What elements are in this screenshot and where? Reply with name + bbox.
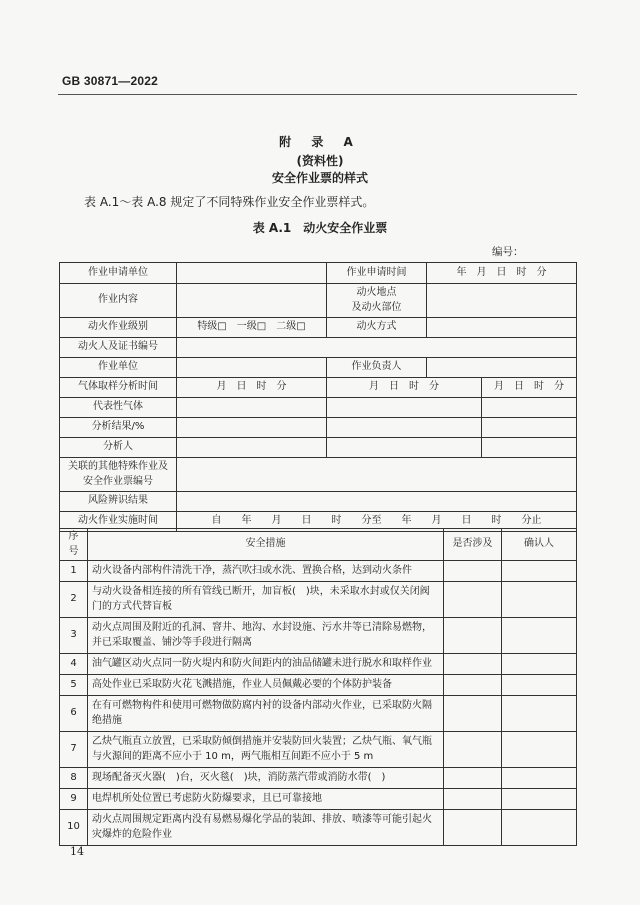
measure-text: 动火点周围及附近的孔洞、窨井、地沟、水封设施、污水井等已清除易燃物，并已采取覆盖、铺沙等手段进行隔离 (88, 618, 444, 654)
measure-row (60, 582, 577, 618)
measure-confirm[interactable] (502, 675, 577, 696)
analyst-label: 分析人 (60, 438, 177, 458)
work-leader-value[interactable] (427, 358, 577, 378)
result-1[interactable] (177, 418, 327, 438)
page-number: 14 (70, 845, 84, 858)
exec-time-label: 动火作业实施时间 (60, 512, 177, 532)
measure-row (60, 732, 577, 768)
gas-time-2[interactable]: 月 日 时 分 (327, 378, 482, 398)
measure-no: 10 (60, 810, 88, 846)
fire-level-label: 动火作业级别 (60, 318, 177, 338)
measure-no: 7 (60, 732, 88, 768)
measure-confirm[interactable] (502, 582, 577, 618)
rep-gas-2[interactable] (327, 398, 482, 418)
analyst-1[interactable] (177, 438, 327, 458)
safety-measures-table (59, 528, 577, 846)
appendix-nature: (资料性) (296, 154, 344, 168)
measure-row (60, 618, 577, 654)
fire-location-value[interactable] (427, 284, 577, 318)
col-no-header: 序号 (60, 529, 88, 561)
exec-time-value[interactable]: 自 年 月 日 时 分至 年 月 日 时 分止 (177, 512, 577, 532)
rep-gas-3[interactable] (482, 398, 577, 418)
standard-code: GB 30871—2022 (62, 74, 158, 88)
analyst-2[interactable] (327, 438, 482, 458)
result-label: 分析结果/% (60, 418, 177, 438)
fire-level-options[interactable]: 特级□ 一级□ 二级□ (177, 318, 327, 338)
header-rule (58, 94, 577, 95)
col-measure-header: 安全措施 (88, 529, 444, 561)
appendix-title: 附 录 A (279, 135, 361, 149)
measure-text: 动火设备内部构件清洗干净，蒸汽吹扫或水洗、置换合格，达到动火条件 (88, 561, 444, 582)
measure-row (60, 675, 577, 696)
number-label: 编号： (492, 246, 524, 258)
measure-confirm[interactable] (502, 732, 577, 768)
apply-unit-value[interactable] (177, 263, 327, 284)
measure-involved[interactable] (444, 810, 502, 846)
measure-no: 5 (60, 675, 88, 696)
work-leader-label: 作业负责人 (327, 358, 427, 378)
measure-no: 3 (60, 618, 88, 654)
appendix-subtitle: 安全作业票的样式 (271, 171, 368, 185)
fire-person-value[interactable] (177, 338, 577, 358)
permit-info-table (59, 262, 577, 532)
measure-involved[interactable] (444, 696, 502, 732)
gas-time-3[interactable]: 月 日 时 分 (482, 378, 577, 398)
measure-confirm[interactable] (502, 789, 577, 810)
result-2[interactable] (327, 418, 482, 438)
gas-time-1[interactable]: 月 日 时 分 (177, 378, 327, 398)
work-content-value[interactable] (177, 284, 327, 318)
related-value[interactable] (177, 458, 577, 492)
measure-row (60, 561, 577, 582)
work-unit-value[interactable] (177, 358, 327, 378)
analyst-3[interactable] (482, 438, 577, 458)
table-caption: 表 A.1 动火安全作业票 (252, 221, 388, 235)
measure-involved[interactable] (444, 732, 502, 768)
result-3[interactable] (482, 418, 577, 438)
work-unit-label: 作业单位 (60, 358, 177, 378)
measure-text: 动火点周围规定距离内没有易燃易爆化学品的装卸、排放、喷漆等可能引起火灾爆炸的危险作业 (88, 810, 444, 846)
related-label: 关联的其他特殊作业及 安全作业票编号 (60, 458, 177, 492)
measure-row (60, 810, 577, 846)
measure-text: 高处作业已采取防火花飞溅措施，作业人员佩戴必要的个体防护装备 (88, 675, 444, 696)
measure-no: 6 (60, 696, 88, 732)
measure-text: 油气罐区动火点同一防火堤内和防火间距内的油品储罐未进行脱水和取样作业 (88, 654, 444, 675)
measure-involved[interactable] (444, 675, 502, 696)
measure-confirm[interactable] (502, 810, 577, 846)
col-involved-header: 是否涉及 (444, 529, 502, 561)
apply-time-value[interactable]: 年 月 日 时 分 (427, 263, 577, 284)
apply-time-label: 作业申请时间 (327, 263, 427, 284)
measure-involved[interactable] (444, 654, 502, 675)
fire-method-label: 动火方式 (327, 318, 427, 338)
measure-row (60, 654, 577, 675)
work-content-label: 作业内容 (60, 284, 177, 318)
measure-row (60, 696, 577, 732)
fire-method-value[interactable] (427, 318, 577, 338)
fire-person-label: 动火人及证书编号 (60, 338, 177, 358)
measure-no: 4 (60, 654, 88, 675)
measure-confirm[interactable] (502, 696, 577, 732)
measure-text: 与动火设备相连接的所有管线已断开，加盲板( )块，未采取水封或仅关闭阀门的方式代替盲板 (88, 582, 444, 618)
measure-no: 1 (60, 561, 88, 582)
measure-involved[interactable] (444, 582, 502, 618)
risk-label: 风险辨识结果 (60, 492, 177, 512)
measure-confirm[interactable] (502, 561, 577, 582)
apply-unit-label: 作业申请单位 (60, 263, 177, 284)
measure-row (60, 789, 577, 810)
fire-location-label: 动火地点 及动火部位 (327, 284, 427, 318)
measure-confirm[interactable] (502, 768, 577, 789)
measure-text: 现场配备灭火器( )台，灭火毯( )块，消防蒸汽带或消防水带( ) (88, 768, 444, 789)
gas-time-label: 气体取样分析时间 (60, 378, 177, 398)
risk-value[interactable] (177, 492, 577, 512)
measure-text: 在有可燃物构件和使用可燃物做防腐内衬的设备内部动火作业，已采取防火隔绝措施 (88, 696, 444, 732)
rep-gas-label: 代表性气体 (60, 398, 177, 418)
measure-text: 乙炔气瓶直立放置，已采取防倾倒措施并安装防回火装置；乙炔气瓶、氧气瓶与火源间的距离不应小于 10 m，两气瓶相互间距不应小于 5 m (88, 732, 444, 768)
rep-gas-1[interactable] (177, 398, 327, 418)
measure-no: 2 (60, 582, 88, 618)
measure-row (60, 768, 577, 789)
measure-no: 8 (60, 768, 88, 789)
measure-confirm[interactable] (502, 618, 577, 654)
measure-involved[interactable] (444, 789, 502, 810)
measure-text: 电焊机所处位置已考虑防火防爆要求，且已可靠接地 (88, 789, 444, 810)
measure-involved[interactable] (444, 768, 502, 789)
col-confirm-header: 确认人 (502, 529, 577, 561)
measure-no: 9 (60, 789, 88, 810)
measure-involved[interactable] (444, 561, 502, 582)
intro-text: 表 A.1～表 A.8 规定了不同特殊作业安全作业票样式。 (84, 195, 375, 209)
measure-confirm[interactable] (502, 654, 577, 675)
measure-involved[interactable] (444, 618, 502, 654)
